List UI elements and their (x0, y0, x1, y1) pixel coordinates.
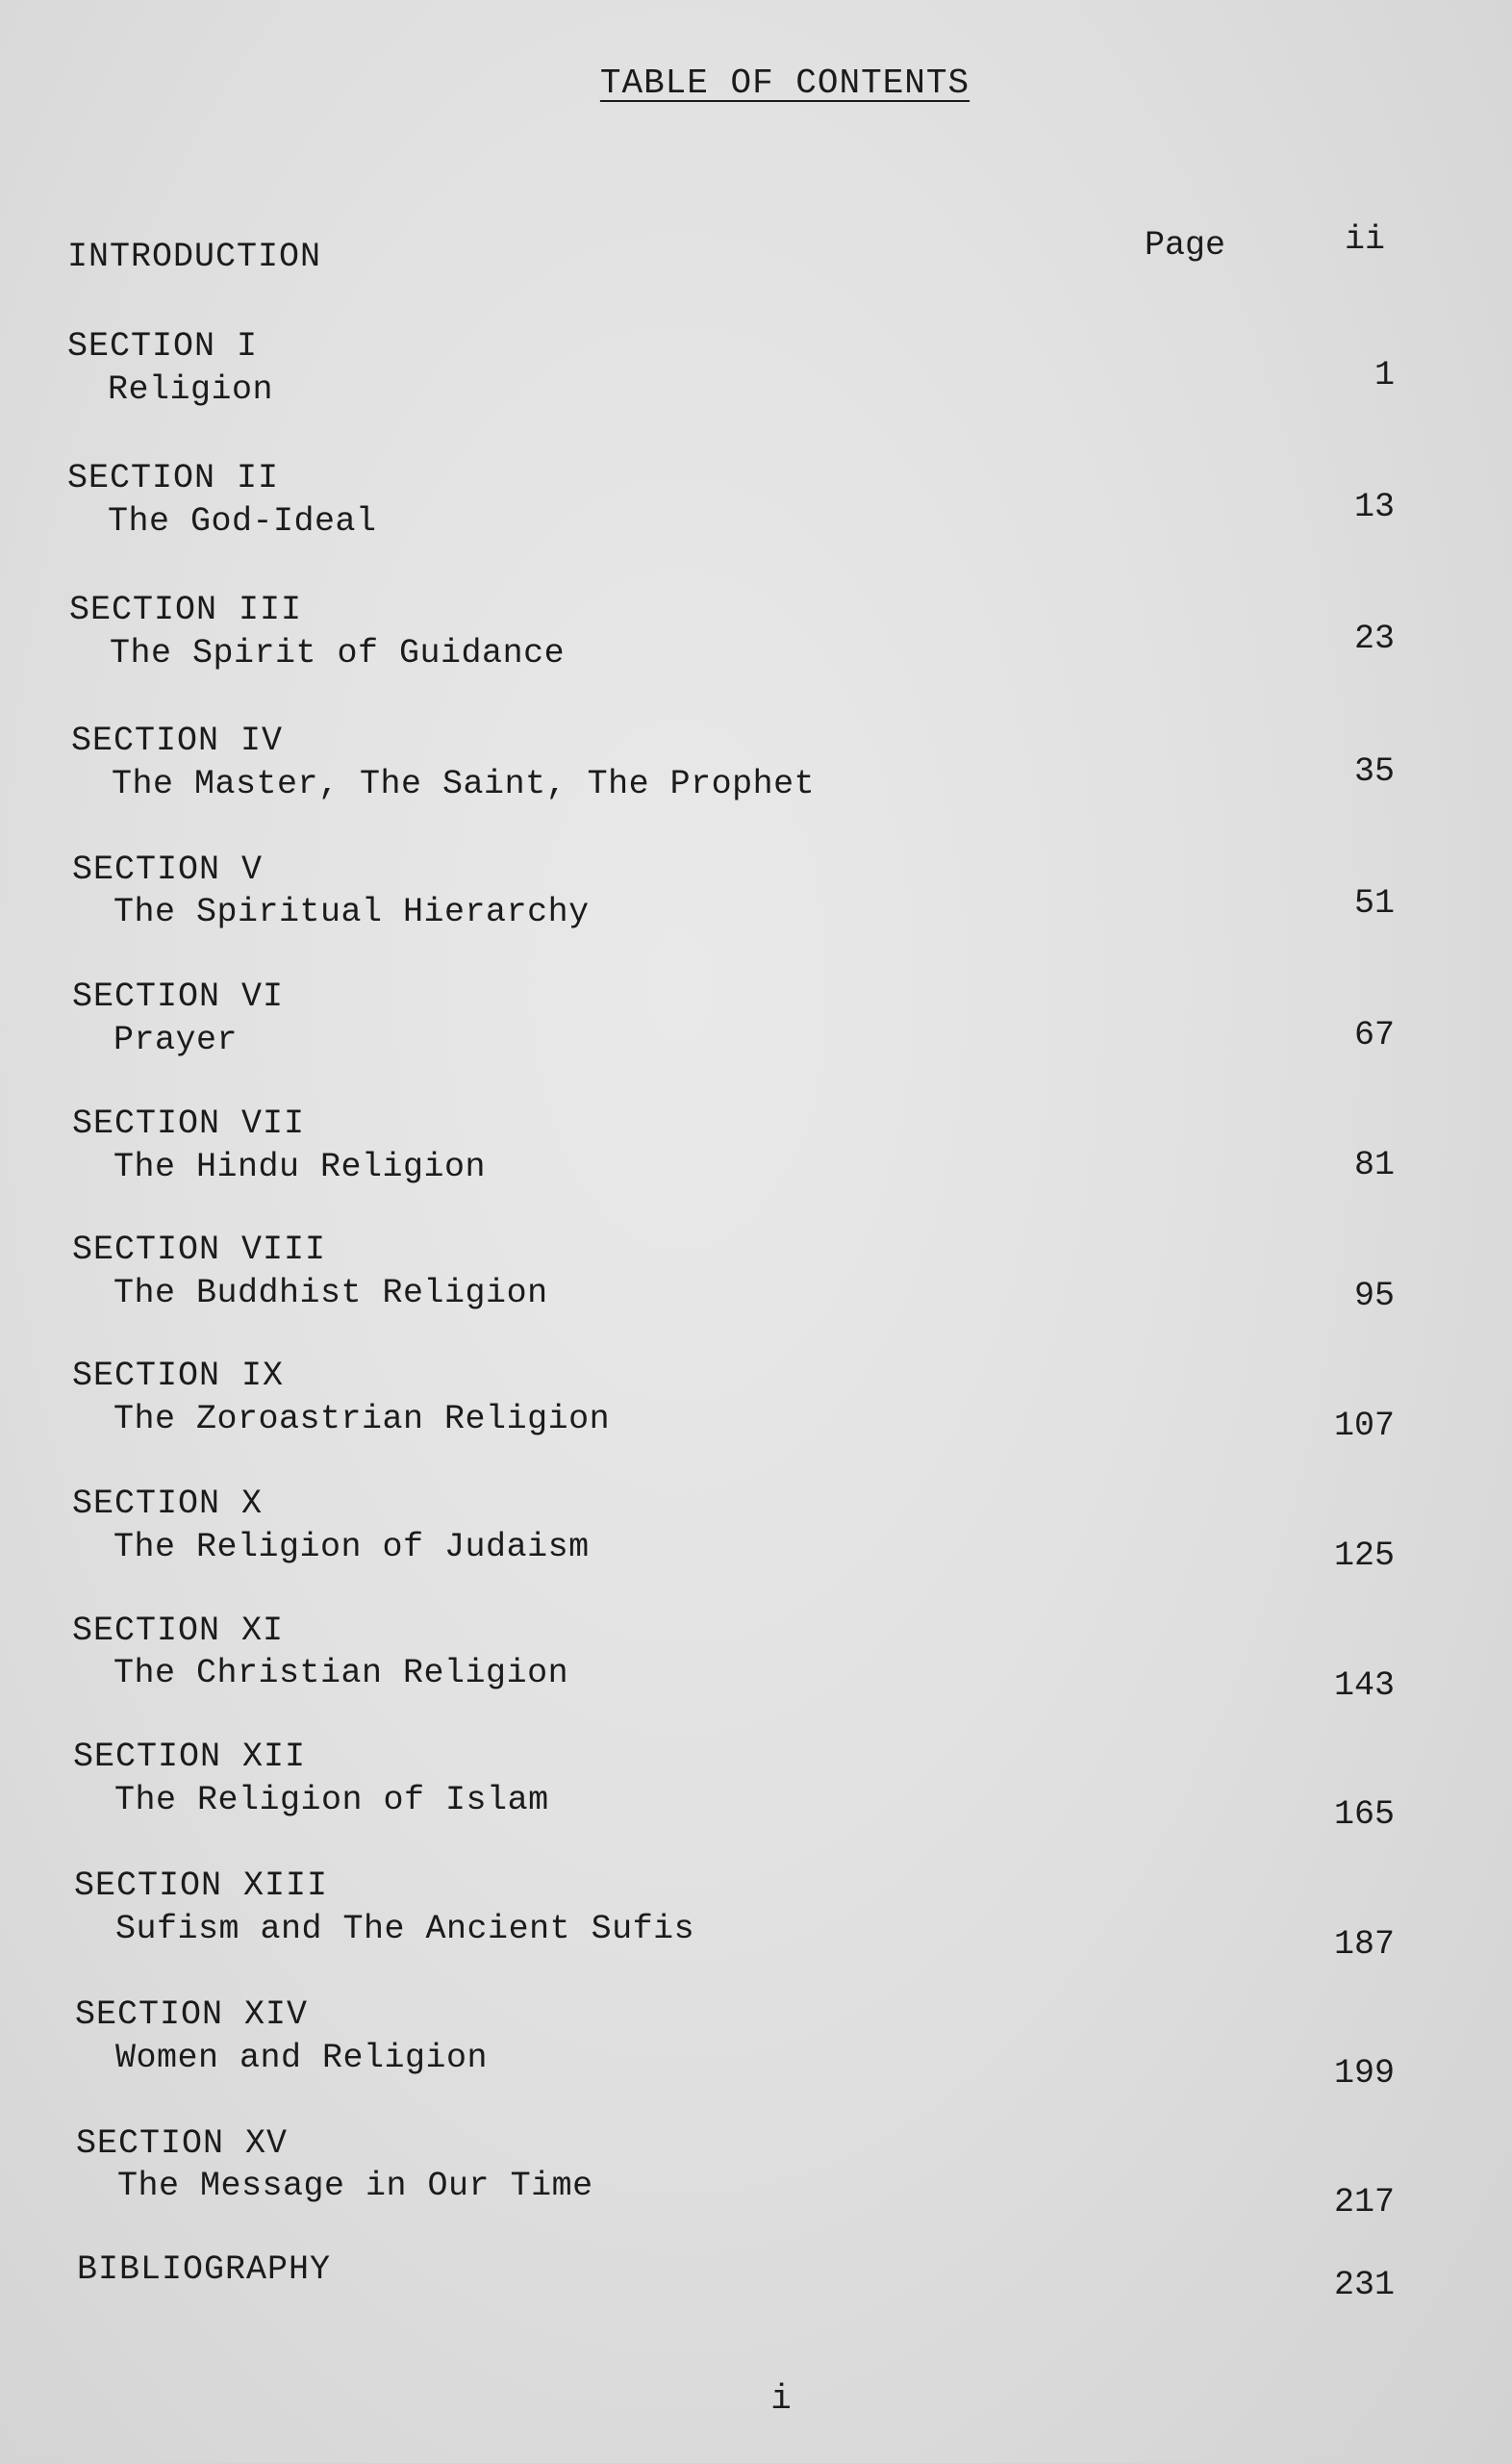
section-page-number: 81 (1353, 1146, 1395, 1184)
section-title: The Master, The Saint, The Prophet (112, 765, 816, 803)
section-heading: SECTION VI (72, 978, 285, 1016)
bibliography-page-number: 231 (1333, 2266, 1395, 2304)
page-title (0, 63, 1512, 103)
section-title: The Religion of Islam (114, 1781, 549, 1819)
section-heading: SECTION IX (72, 1357, 285, 1395)
section-page-number: 13 (1353, 488, 1395, 526)
section-page-number: 165 (1333, 1795, 1395, 1834)
section-heading: SECTION VII (72, 1105, 306, 1143)
section-heading: SECTION III (69, 591, 303, 629)
section-page-number: 143 (1333, 1666, 1395, 1705)
section-title: The Zoroastrian Religion (113, 1400, 611, 1438)
introduction-page-number: ii (1344, 220, 1385, 259)
section-heading: SECTION IV (71, 722, 284, 760)
page-column-label: Page (1145, 226, 1226, 265)
section-page-number: 23 (1353, 620, 1395, 658)
section-title: The God-Ideal (108, 502, 377, 541)
section-heading: SECTION V (72, 851, 264, 889)
section-heading: SECTION XV (76, 2124, 289, 2163)
section-page-number: 51 (1353, 884, 1395, 923)
section-title: The Religion of Judaism (113, 1528, 590, 1566)
section-title: The Hindu Religion (113, 1148, 487, 1186)
section-heading: SECTION XI (72, 1612, 285, 1650)
section-page-number: 35 (1353, 752, 1395, 791)
section-heading: SECTION II (67, 459, 280, 497)
page-number (0, 2379, 1512, 2419)
section-page-number: 67 (1353, 1016, 1395, 1054)
section-title: Sufism and The Ancient Sufis (115, 1910, 695, 1948)
section-page-number: 217 (1333, 2183, 1395, 2222)
bibliography-label: BIBLIOGRAPHY (77, 2250, 332, 2289)
section-page-number: 95 (1353, 1277, 1395, 1315)
page-number-text: i (770, 2379, 792, 2419)
section-title: Religion (108, 370, 274, 409)
section-page-number: 125 (1333, 1536, 1395, 1575)
section-title: The Christian Religion (113, 1654, 569, 1692)
section-title: The Message in Our Time (117, 2167, 593, 2205)
page-title-text: TABLE OF CONTENTS (599, 63, 970, 103)
section-heading: SECTION XIV (75, 1995, 309, 2034)
section-heading: SECTION X (72, 1485, 264, 1523)
section-title: The Buddhist Religion (113, 1274, 548, 1312)
section-title: Women and Religion (115, 2039, 489, 2077)
section-page-number: 187 (1333, 1925, 1395, 1964)
section-heading: SECTION I (67, 327, 259, 366)
section-heading: SECTION XII (73, 1738, 307, 1776)
section-page-number: 1 (1373, 356, 1395, 394)
introduction-label: INTRODUCTION (67, 238, 322, 276)
section-title: The Spiritual Hierarchy (113, 893, 590, 931)
section-title: Prayer (113, 1021, 239, 1059)
section-page-number: 107 (1333, 1407, 1395, 1445)
section-heading: SECTION VIII (72, 1231, 327, 1269)
section-heading: SECTION XIII (74, 1866, 329, 1905)
section-page-number: 199 (1333, 2054, 1395, 2093)
section-title: The Spirit of Guidance (110, 634, 566, 673)
